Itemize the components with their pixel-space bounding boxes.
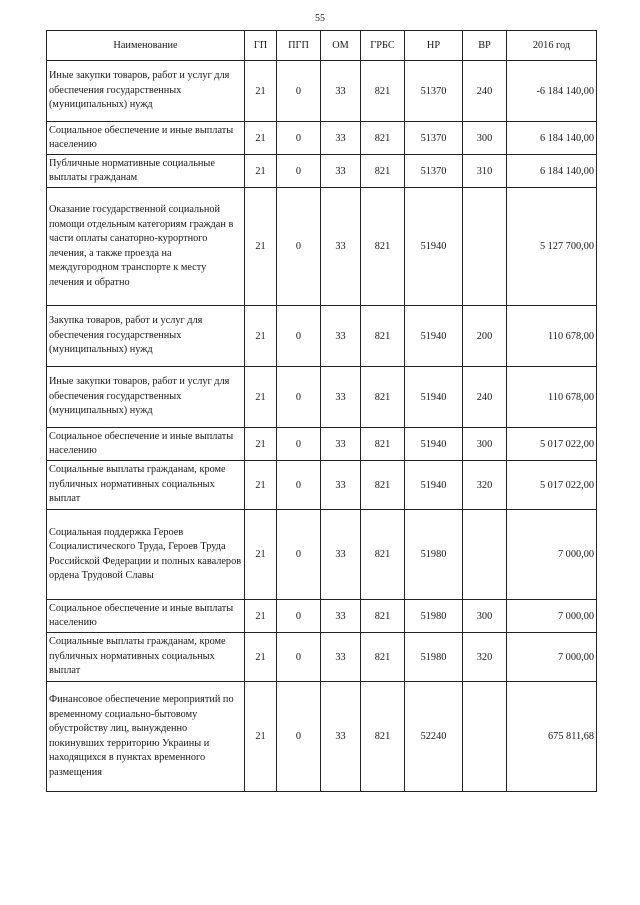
- cell-vr: 200: [463, 306, 507, 367]
- cell-grbs: 821: [361, 461, 405, 510]
- cell-gp: 21: [245, 122, 277, 155]
- cell-amount: 110 678,00: [507, 306, 597, 367]
- table-row: [47, 682, 597, 792]
- cell-om: 33: [321, 188, 361, 306]
- cell-amount: 7 000,00: [507, 600, 597, 633]
- budget-table: [46, 30, 597, 792]
- cell-om: 33: [321, 633, 361, 682]
- cell-name: Социальная поддержка Героев Социалистического Труда, Героев Труда Российской Федерации и полных кавалеров ордена Трудовой Славы: [47, 510, 245, 600]
- table-row: [47, 155, 597, 188]
- cell-grbs: 821: [361, 155, 405, 188]
- table-row: [47, 306, 597, 367]
- cell-gp: 21: [245, 155, 277, 188]
- cell-pgp: 0: [277, 633, 321, 682]
- cell-gp: 21: [245, 461, 277, 510]
- cell-pgp: 0: [277, 461, 321, 510]
- cell-amount: 7 000,00: [507, 633, 597, 682]
- cell-nr: 51940: [405, 306, 463, 367]
- cell-vr: 240: [463, 61, 507, 122]
- cell-om: 33: [321, 306, 361, 367]
- cell-nr: 51940: [405, 428, 463, 461]
- cell-gp: 21: [245, 682, 277, 792]
- cell-grbs: 821: [361, 682, 405, 792]
- cell-name: Социальное обеспечение и иные выплаты населению: [47, 600, 245, 633]
- cell-name: Оказание государственной социальной помощи отдельным категориям граждан в части оплаты санаторно-курортного лечения, а также проезда на междугородном транспорте к месту лечения и обратно: [47, 188, 245, 306]
- cell-grbs: 821: [361, 633, 405, 682]
- cell-grbs: 821: [361, 367, 405, 428]
- cell-om: 33: [321, 428, 361, 461]
- cell-gp: 21: [245, 510, 277, 600]
- cell-nr: 51940: [405, 367, 463, 428]
- cell-vr: 300: [463, 600, 507, 633]
- table-row: [47, 633, 597, 682]
- cell-vr: 310: [463, 155, 507, 188]
- cell-grbs: 821: [361, 122, 405, 155]
- header-row: [47, 31, 597, 61]
- cell-vr: 240: [463, 367, 507, 428]
- cell-grbs: 821: [361, 428, 405, 461]
- cell-gp: 21: [245, 367, 277, 428]
- cell-nr: 52240: [405, 682, 463, 792]
- cell-gp: 21: [245, 428, 277, 461]
- cell-nr: 51940: [405, 461, 463, 510]
- cell-nr: 51370: [405, 61, 463, 122]
- table-row: [47, 428, 597, 461]
- cell-nr: 51980: [405, 600, 463, 633]
- cell-amount: 5 127 700,00: [507, 188, 597, 306]
- cell-gp: 21: [245, 306, 277, 367]
- table-row: [47, 461, 597, 510]
- header-gp: ГП: [245, 31, 277, 61]
- header-pgp: ПГП: [277, 31, 321, 61]
- cell-grbs: 821: [361, 306, 405, 367]
- cell-om: 33: [321, 600, 361, 633]
- cell-amount: 110 678,00: [507, 367, 597, 428]
- cell-name: Публичные нормативные социальные выплаты гражданам: [47, 155, 245, 188]
- cell-amount: 6 184 140,00: [507, 122, 597, 155]
- cell-name: Социальные выплаты гражданам, кроме публичных нормативных социальных выплат: [47, 461, 245, 510]
- cell-pgp: 0: [277, 428, 321, 461]
- cell-pgp: 0: [277, 61, 321, 122]
- cell-pgp: 0: [277, 510, 321, 600]
- table-body: [47, 61, 597, 792]
- cell-name: Финансовое обеспечение мероприятий по временному социально-бытовому обустройству лиц, вынужденно покинувших территорию Украины и находящихся в пунктах временного размещения: [47, 682, 245, 792]
- cell-name: Социальные выплаты гражданам, кроме публичных нормативных социальных выплат: [47, 633, 245, 682]
- page-number: 55: [315, 13, 325, 24]
- table-row: [47, 61, 597, 122]
- cell-nr: 51940: [405, 188, 463, 306]
- cell-name: Социальное обеспечение и иные выплаты населению: [47, 122, 245, 155]
- cell-vr: [463, 510, 507, 600]
- cell-vr: [463, 682, 507, 792]
- table-row: [47, 600, 597, 633]
- cell-pgp: 0: [277, 155, 321, 188]
- cell-amount: 5 017 022,00: [507, 461, 597, 510]
- cell-name: Иные закупки товаров, работ и услуг для обеспечения государственных (муниципальных) нужд: [47, 367, 245, 428]
- table-row: [47, 188, 597, 306]
- cell-nr: 51370: [405, 155, 463, 188]
- cell-pgp: 0: [277, 122, 321, 155]
- cell-pgp: 0: [277, 306, 321, 367]
- cell-vr: 320: [463, 461, 507, 510]
- cell-om: 33: [321, 510, 361, 600]
- header-grbs: ГРБС: [361, 31, 405, 61]
- cell-om: 33: [321, 367, 361, 428]
- header-om: ОМ: [321, 31, 361, 61]
- cell-grbs: 821: [361, 510, 405, 600]
- header-nr: НР: [405, 31, 463, 61]
- cell-om: 33: [321, 61, 361, 122]
- cell-vr: 300: [463, 428, 507, 461]
- cell-name: Социальное обеспечение и иные выплаты населению: [47, 428, 245, 461]
- cell-om: 33: [321, 682, 361, 792]
- cell-amount: 675 811,68: [507, 682, 597, 792]
- cell-pgp: 0: [277, 600, 321, 633]
- cell-nr: 51370: [405, 122, 463, 155]
- cell-grbs: 821: [361, 61, 405, 122]
- cell-amount: 6 184 140,00: [507, 155, 597, 188]
- header-name: Наименование: [47, 31, 245, 61]
- table-row: [47, 510, 597, 600]
- cell-gp: 21: [245, 633, 277, 682]
- cell-grbs: 821: [361, 188, 405, 306]
- cell-gp: 21: [245, 188, 277, 306]
- cell-vr: 320: [463, 633, 507, 682]
- cell-vr: [463, 188, 507, 306]
- header-year: 2016 год: [507, 31, 597, 61]
- cell-amount: 7 000,00: [507, 510, 597, 600]
- cell-gp: 21: [245, 600, 277, 633]
- cell-name: Иные закупки товаров, работ и услуг для обеспечения государственных (муниципальных) нужд: [47, 61, 245, 122]
- cell-name: Закупка товаров, работ и услуг для обеспечения государственных (муниципальных) нужд: [47, 306, 245, 367]
- cell-pgp: 0: [277, 188, 321, 306]
- cell-amount: 5 017 022,00: [507, 428, 597, 461]
- cell-grbs: 821: [361, 600, 405, 633]
- cell-om: 33: [321, 155, 361, 188]
- table-row: [47, 122, 597, 155]
- cell-om: 33: [321, 461, 361, 510]
- cell-om: 33: [321, 122, 361, 155]
- cell-gp: 21: [245, 61, 277, 122]
- cell-amount: -6 184 140,00: [507, 61, 597, 122]
- cell-nr: 51980: [405, 633, 463, 682]
- cell-nr: 51980: [405, 510, 463, 600]
- header-vr: ВР: [463, 31, 507, 61]
- cell-vr: 300: [463, 122, 507, 155]
- cell-pgp: 0: [277, 367, 321, 428]
- cell-pgp: 0: [277, 682, 321, 792]
- table-row: [47, 367, 597, 428]
